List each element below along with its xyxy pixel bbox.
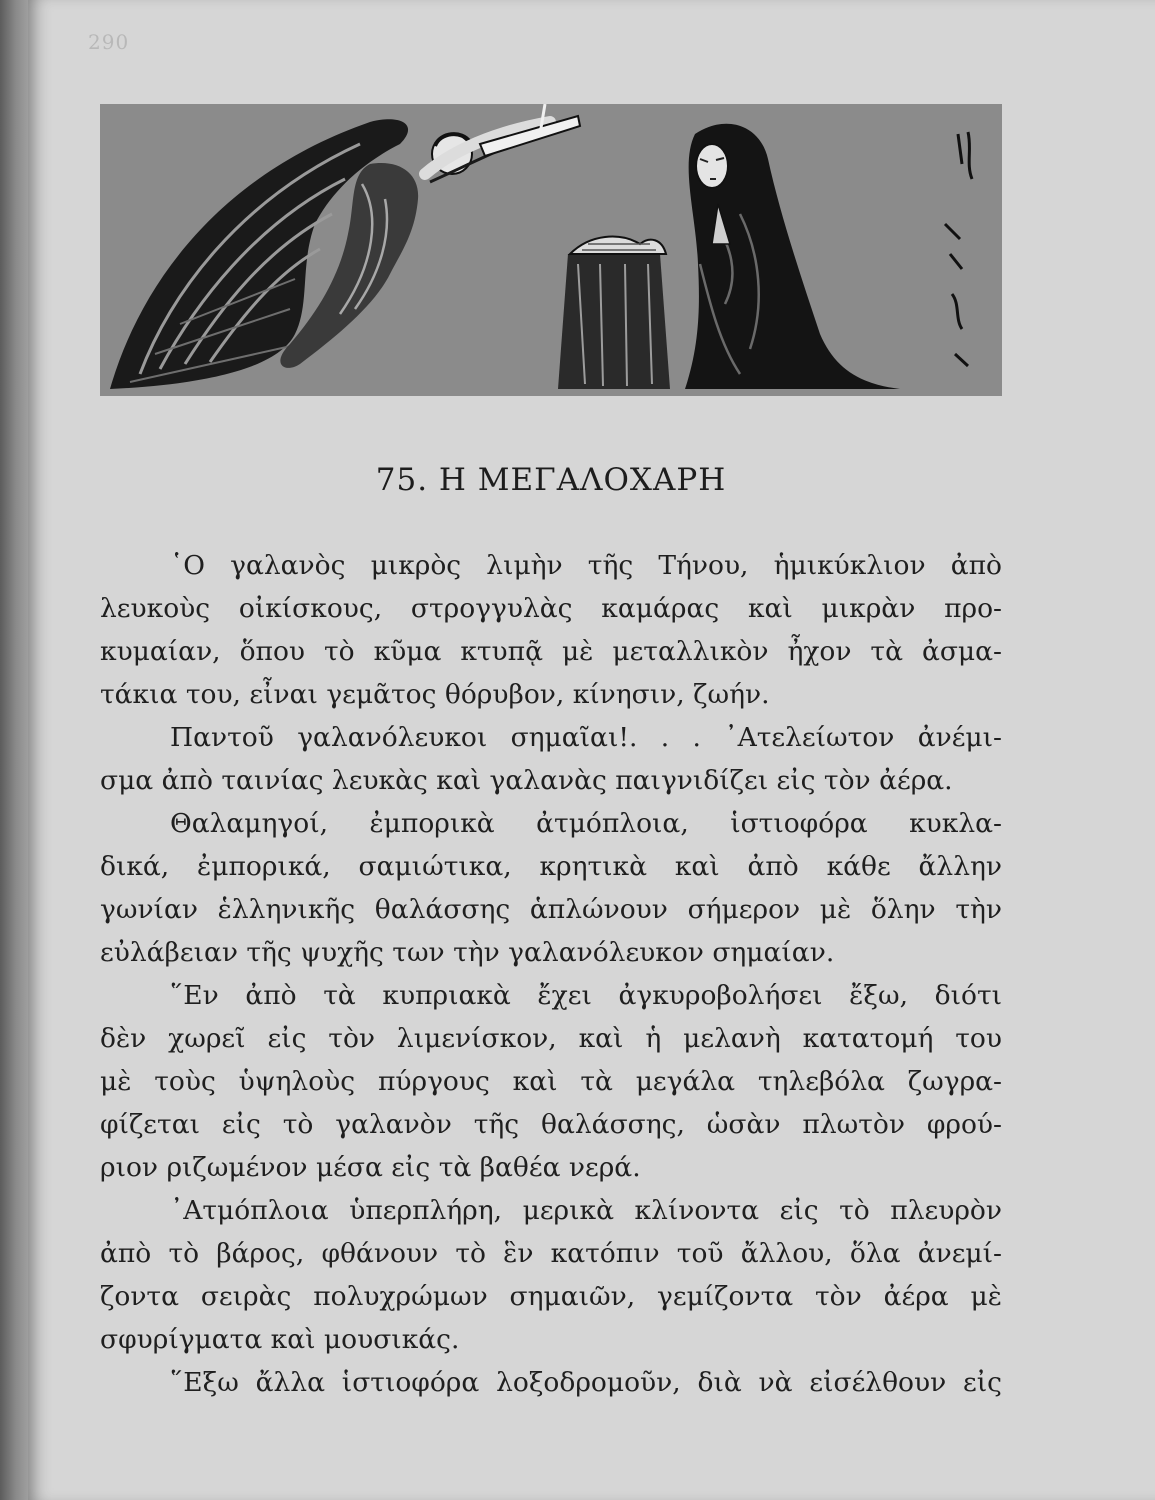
chapter-title: 75. Η ΜΕΓΑΛΟΧΑΡΗ (375, 462, 727, 498)
text-line: κυμαίαν, ὅπου τὸ κῦμα κτυπᾷ μὲ μεταλλικὸν ἦχον τὰ ἀσμα- (100, 636, 1002, 667)
text-line: μὲ τοὺς ὑψηλοὺς πύργους καὶ τὰ μεγάλα τηλεβόλα ζωγρα- (100, 1066, 1002, 1097)
text-line: ᾽Ατμόπλοια ὑπερπλήρη, μερικὰ κλίνοντα εἰς τὸ πλευρὸν (170, 1195, 1002, 1226)
text-line: δὲν χωρεῖ εἰς τὸν λιμενίσκον, καὶ ἡ μελανὴ κατατομή του (100, 1023, 1002, 1054)
text-line: σμα ἀπὸ ταινίας λευκὰς καὶ γαλανὰς παιγνιδίζει εἰς τὸν ἀέρα. (100, 765, 953, 796)
text-line: ζοντα σειρὰς πολυχρώμων σημαιῶν, γεμίζοντα τὸν ἀέρα μὲ (100, 1281, 1002, 1312)
text-line: Θαλαμηγοί, ἐμπορικὰ ἀτμόπλοια, ἱστιοφόρα κυκλα- (170, 808, 1002, 839)
text-line: φίζεται εἰς τὸ γαλανὸν τῆς θαλάσσης, ὡσὰν πλωτὸν φρού- (100, 1109, 1002, 1140)
text-line: τάκια του, εἶναι γεμᾶτος θόρυβον, κίνησιν, ζωήν. (100, 679, 770, 710)
text-line: δικά, ἐμπορικά, σαμιώτικα, κρητικὰ καὶ ἀπὸ κάθε ἄλλην (100, 851, 1002, 882)
page-number: 290 (88, 30, 130, 54)
annunciation-illustration-icon (100, 104, 1002, 396)
text-line: ῞Εξω ἄλλα ἱστιοφόρα λοξοδρομοῦν, διὰ νὰ εἰσέλθουν εἰς (170, 1367, 1002, 1398)
text-line: σφυρίγματα καὶ μουσικάς. (100, 1324, 460, 1355)
body-text (100, 544, 1002, 1404)
text-line: γωνίαν ἑλληνικῆς θαλάσσης ἁπλώνουν σήμερον μὲ ὅλην τὴν (100, 894, 1002, 925)
text-line: εὐλάβειαν τῆς ψυχῆς των τὴν γαλανόλευκον σημαίαν. (100, 937, 835, 968)
text-line: ῞Εν ἀπὸ τὰ κυπριακὰ ἔχει ἀγκυροβολήσει ἔξω, διότι (170, 980, 1002, 1011)
text-line: λευκοὺς οἰκίσκους, στρογγυλὰς καμάρας καὶ μικρὰν προ- (100, 593, 1002, 624)
text-line: ῾Ο γαλανὸς μικρὸς λιμὴν τῆς Τήνου, ἡμικύκλιον ἀπὸ (170, 550, 1002, 581)
annunciation-illustration (100, 104, 1002, 396)
text-line: ριον ριζωμένον μέσα εἰς τὰ βαθέα νερά. (100, 1152, 641, 1183)
text-line: Παντοῦ γαλανόλευκοι σημαῖαι!. . . ᾽Ατελείωτον ἀνέμι- (170, 722, 1002, 753)
text-line: ἀπὸ τὸ βάρος, φθάνουν τὸ ἓν κατόπιν τοῦ ἄλλου, ὅλα ἀνεμί- (100, 1238, 1002, 1269)
